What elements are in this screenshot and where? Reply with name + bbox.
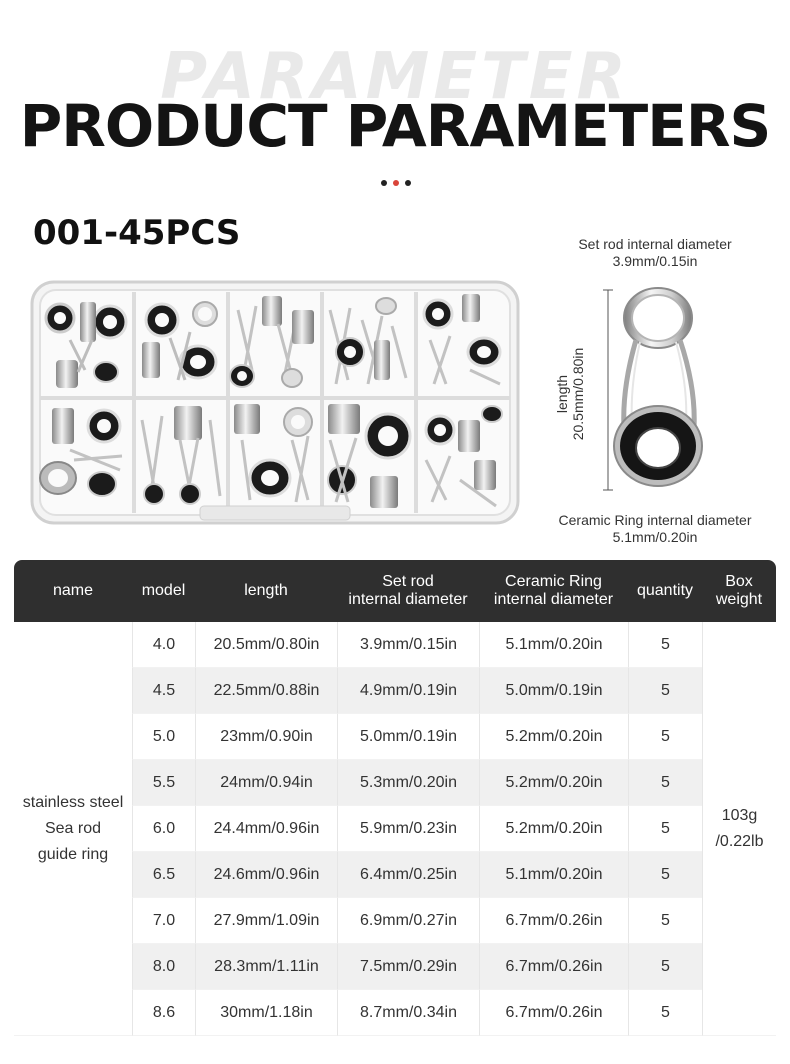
set-rod-cell: 6.9mm/0.27in (337, 898, 479, 944)
model-cell: 6.5 (132, 852, 195, 898)
ceramic-cell: 5.1mm/0.20in (479, 852, 628, 898)
length-cell: 23mm/0.90in (195, 714, 337, 760)
parameter-table (14, 560, 776, 1036)
set-rod-diameter-value: 3.9mm/0.15in (612, 253, 698, 269)
dot-icon (393, 180, 399, 186)
length-cell: 27.9mm/1.09in (195, 898, 337, 944)
page-title: PRODUCT PARAMETERS (19, 92, 771, 160)
quantity-cell: 5 (628, 898, 702, 944)
model-cell: 4.0 (132, 622, 195, 668)
header-name: name (14, 560, 132, 622)
model-cell: 5.5 (132, 760, 195, 806)
ceramic-cell: 6.7mm/0.26in (479, 990, 628, 1036)
model-cell: 5.0 (132, 714, 195, 760)
set-rod-cell: 7.5mm/0.29in (337, 944, 479, 990)
quantity-cell: 5 (628, 852, 702, 898)
length-cell: 24mm/0.94in (195, 760, 337, 806)
header-set-rod-diameter (337, 560, 479, 622)
length-title: length (554, 374, 570, 414)
length-cell: 24.6mm/0.96in (195, 852, 337, 898)
ceramic-cell: 5.2mm/0.20in (479, 760, 628, 806)
ceramic-cell: 5.2mm/0.20in (479, 806, 628, 852)
product-name-line1: stainless steel (22, 793, 124, 811)
box-weight-line2: /0.22lb (715, 832, 764, 850)
product-name-cell (14, 622, 132, 1036)
watermark-text: PARAMETER (160, 40, 630, 114)
header-set-rod-line1: Set rod (382, 573, 434, 590)
header-length: length (195, 560, 337, 622)
model-cell: 8.6 (132, 990, 195, 1036)
box-weight-cell (702, 622, 776, 1036)
product-code: 001-45PCS (33, 213, 241, 253)
ceramic-ring-diameter-label (535, 512, 775, 546)
length-cell: 22.5mm/0.88in (195, 668, 337, 714)
ceramic-cell: 6.7mm/0.26in (479, 898, 628, 944)
quantity-cell: 5 (628, 714, 702, 760)
set-rod-diameter-title: Set rod internal diameter (578, 236, 732, 252)
title-dots (378, 173, 414, 191)
quantity-cell: 5 (628, 760, 702, 806)
set-rod-cell: 5.3mm/0.20in (337, 760, 479, 806)
ceramic-cell: 6.7mm/0.26in (479, 944, 628, 990)
header-ceramic-line1: Ceramic Ring (505, 573, 602, 590)
model-cell: 4.5 (132, 668, 195, 714)
quantity-cell: 5 (628, 944, 702, 990)
header-model: model (132, 560, 195, 622)
quantity-cell: 5 (628, 990, 702, 1036)
guide-ring-diagram (596, 278, 726, 508)
length-cell: 30mm/1.18in (195, 990, 337, 1036)
header-set-rod-line2: internal diameter (348, 591, 468, 608)
length-cell: 28.3mm/1.11in (195, 944, 337, 990)
set-rod-cell: 3.9mm/0.15in (337, 622, 479, 668)
ceramic-cell: 5.0mm/0.19in (479, 668, 628, 714)
model-cell: 7.0 (132, 898, 195, 944)
ceramic-ring-diameter-title: Ceramic Ring internal diameter (558, 512, 752, 528)
model-cell: 6.0 (132, 806, 195, 852)
table-header-row (14, 560, 776, 622)
length-dimension-label (556, 334, 584, 454)
set-rod-diameter-label (545, 236, 765, 270)
header-box-weight (702, 560, 776, 622)
table-row (14, 622, 776, 668)
set-rod-cell: 4.9mm/0.19in (337, 668, 479, 714)
set-rod-cell: 8.7mm/0.34in (337, 990, 479, 1036)
dot-icon (405, 180, 411, 186)
header-ceramic-line2: internal diameter (493, 591, 614, 608)
set-rod-cell: 5.9mm/0.23in (337, 806, 479, 852)
quantity-cell: 5 (628, 806, 702, 852)
length-cell: 20.5mm/0.80in (195, 622, 337, 668)
header-box-weight-line2: weight (715, 591, 763, 608)
dot-icon (381, 180, 387, 186)
length-cell: 24.4mm/0.96in (195, 806, 337, 852)
header-box-weight-line1: Box (725, 573, 753, 590)
ceramic-ring-diameter-value: 5.1mm/0.20in (612, 529, 698, 545)
product-name-line2: Sea rod (44, 819, 102, 837)
length-value: 20.5mm/0.80in (570, 347, 586, 441)
guide-ring-box-photo (30, 280, 520, 525)
product-name-line3: guide ring (37, 845, 109, 863)
header-ceramic-ring-diameter (479, 560, 628, 622)
ceramic-cell: 5.1mm/0.20in (479, 622, 628, 668)
model-cell: 8.0 (132, 944, 195, 990)
quantity-cell: 5 (628, 622, 702, 668)
set-rod-cell: 5.0mm/0.19in (337, 714, 479, 760)
quantity-cell: 5 (628, 668, 702, 714)
ceramic-cell: 5.2mm/0.20in (479, 714, 628, 760)
header-quantity: quantity (628, 560, 702, 622)
box-weight-line1: 103g (721, 806, 758, 824)
set-rod-cell: 6.4mm/0.25in (337, 852, 479, 898)
